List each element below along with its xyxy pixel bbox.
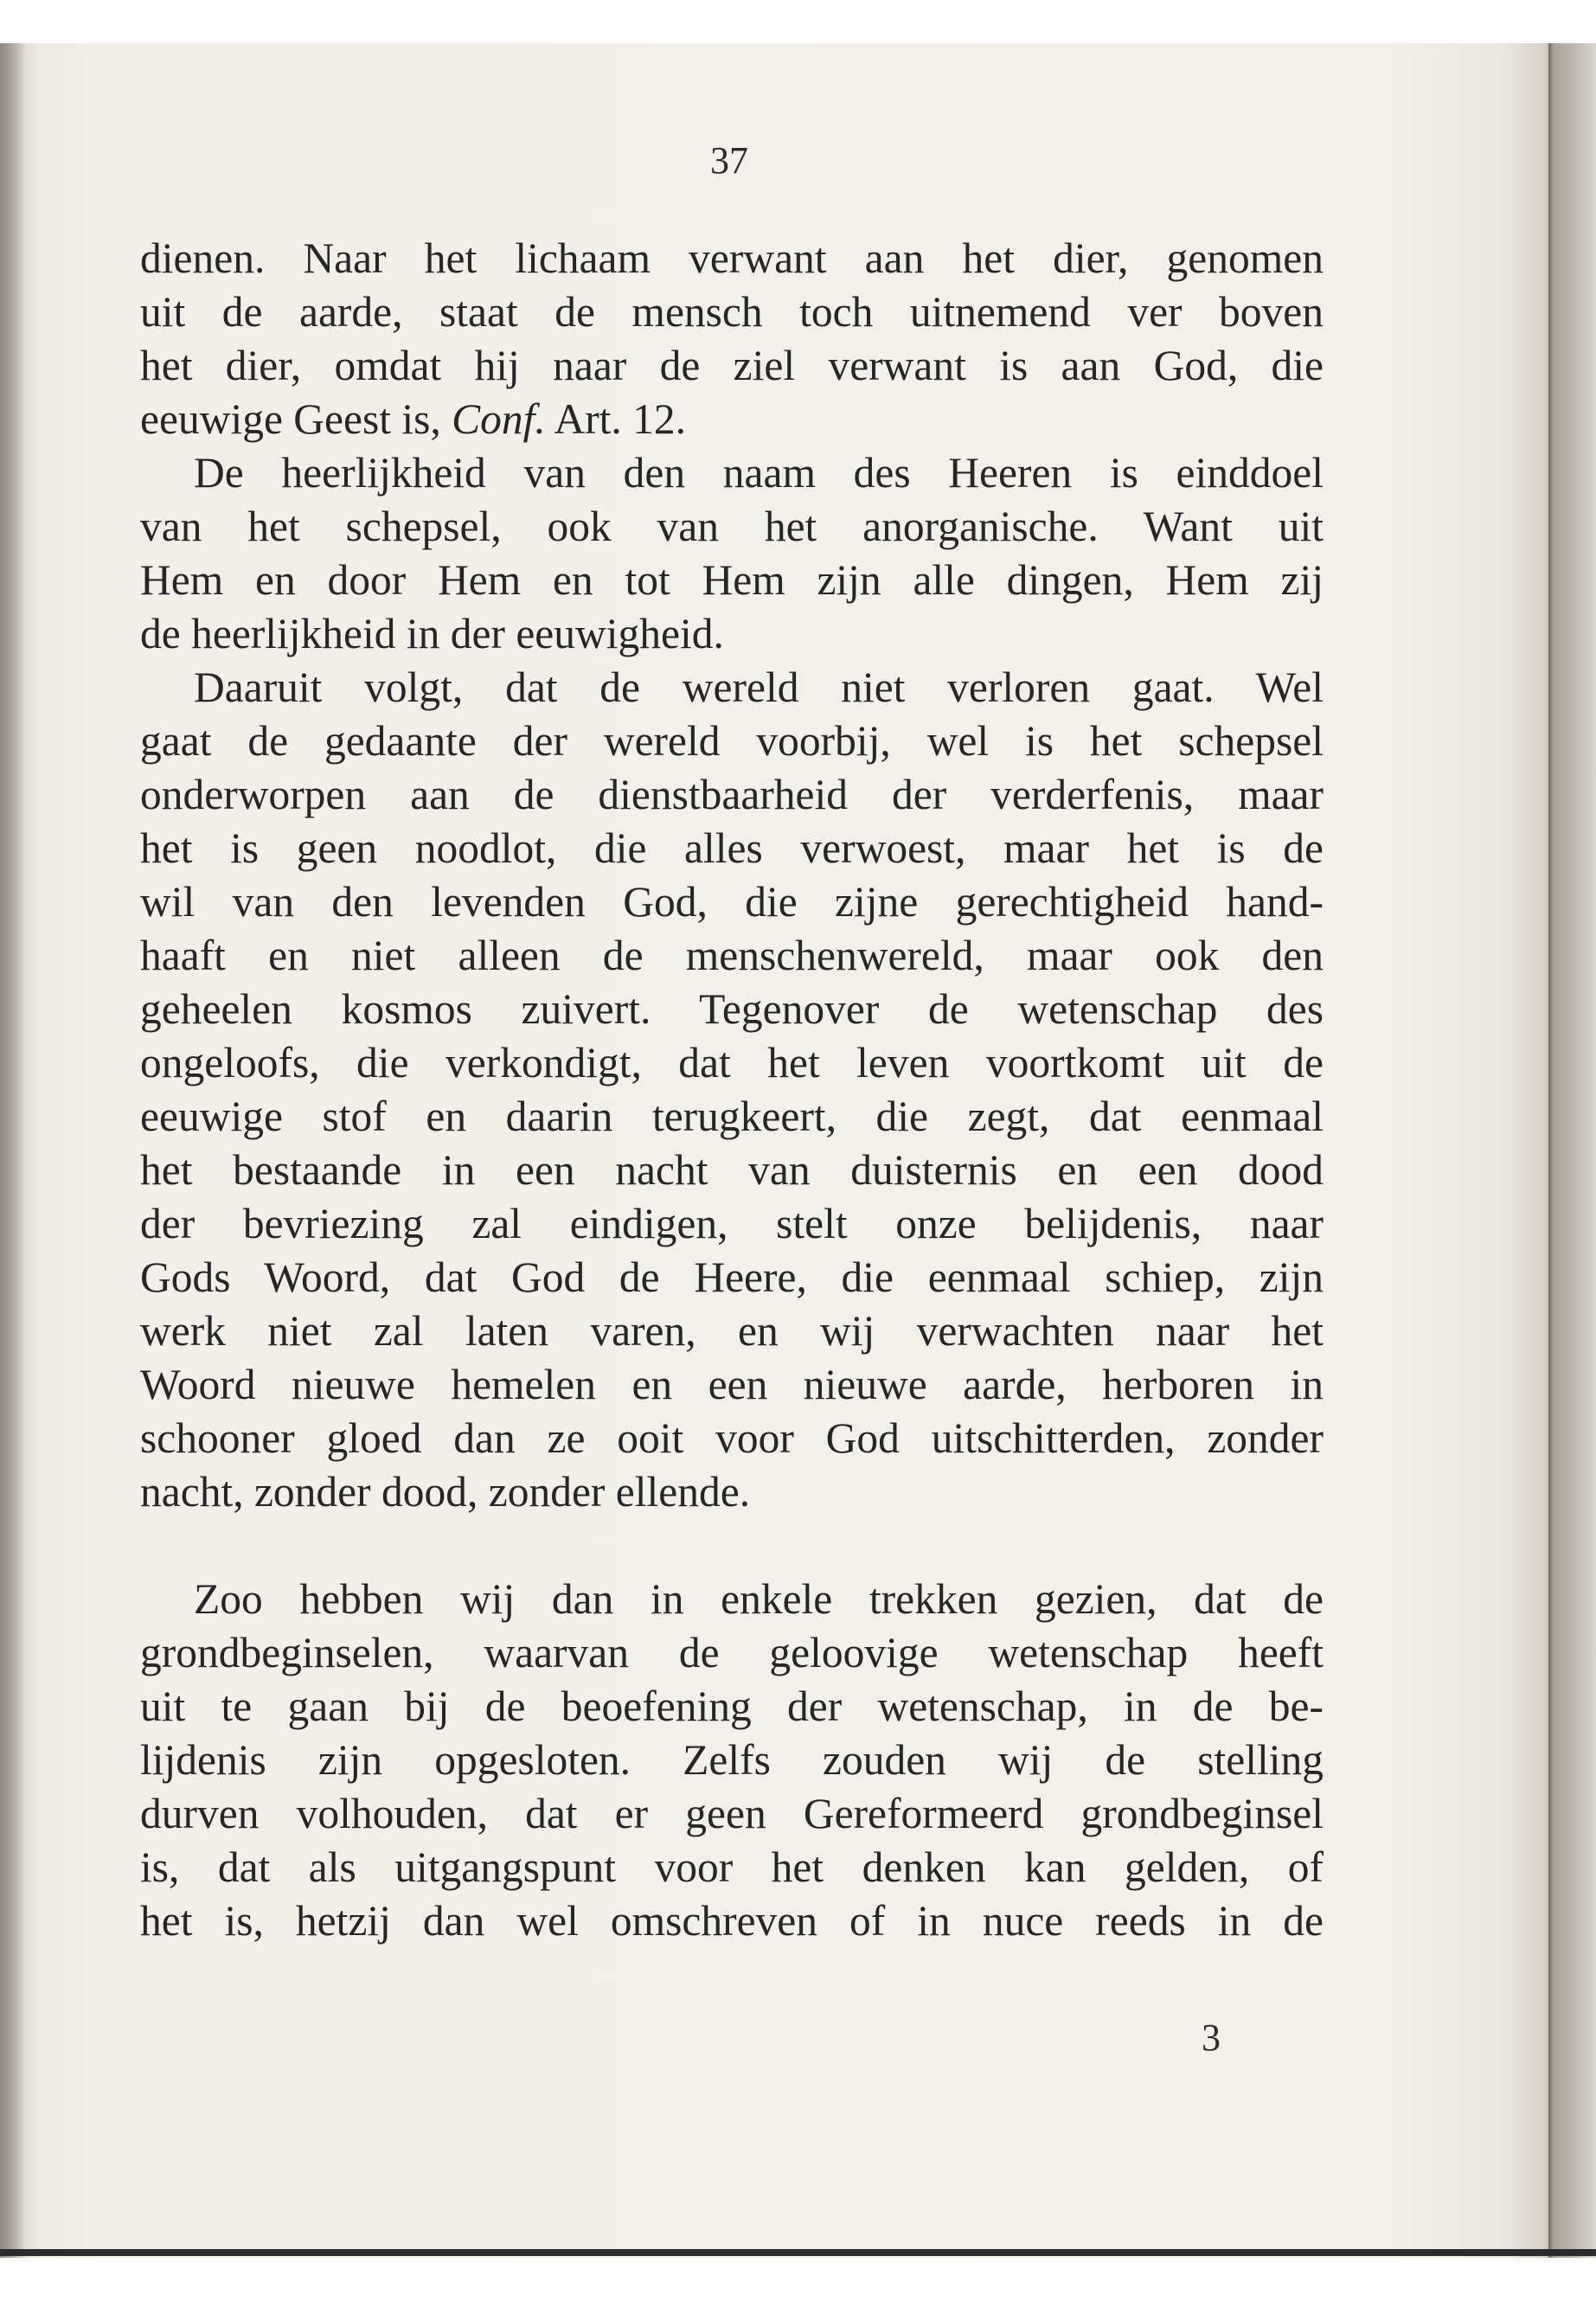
text-line: De heerlijkheid van den naam des Heeren is einddoel	[194, 449, 1324, 497]
text-line: durven volhouden, dat er geen Gereformeerd grondbeginsel	[140, 1790, 1324, 1837]
section-gap	[140, 1519, 1324, 1573]
text-line: de heerlijkheid in der eeuwigheid.	[140, 610, 724, 657]
text-line: werk niet zal laten varen, en wij verwachten naar het	[140, 1307, 1324, 1355]
text-line: haaft en niet alleen de menschenwereld, maar ook den	[140, 932, 1324, 979]
text-fragment: Art. 12.	[545, 395, 687, 443]
text-line: Daaruit volgt, dat de wereld niet verloren gaat. Wel	[194, 663, 1324, 711]
text-line: van het schepsel, ook van het anorganische. Want uit	[140, 503, 1324, 550]
page-edge	[1548, 43, 1596, 2258]
text-fragment: eeuwige Geest is,	[140, 395, 452, 443]
text-line: geheelen kosmos zuivert. Tegenover de wetenschap des	[140, 985, 1324, 1033]
text-line: het bestaande in een nacht van duisternis en een dood	[140, 1146, 1324, 1194]
text-line: onderworpen aan de dienstbaarheid der verderfenis, maar	[140, 771, 1324, 818]
text-line: der bevriezing zal eindigen, stelt onze belijdenis, naar	[140, 1200, 1324, 1247]
text-line: het is geen noodlot, die alles verwoest, maar het is de	[140, 824, 1324, 872]
body-text	[140, 232, 1324, 1948]
text-line: schooner gloed dan ze ooit voor God uitschitterden, zonder	[140, 1414, 1324, 1462]
scan-top-margin	[0, 0, 1596, 43]
text-line: lijdenis zijn opgesloten. Zelfs zouden wij de stelling	[140, 1736, 1324, 1784]
text-line: uit de aarde, staat de mensch toch uitnemend ver boven	[140, 288, 1324, 336]
text-line: Woord nieuwe hemelen en een nieuwe aarde, herboren in	[140, 1361, 1324, 1408]
signature-mark: 3	[1202, 2016, 1221, 2059]
text-line: is, dat als uitgangspunt voor het denken kan gelden, of	[140, 1843, 1324, 1891]
text-line: wil van den levenden God, die zijne gerechtigheid hand-	[140, 878, 1324, 926]
page-number: 37	[710, 139, 748, 182]
text-line: Gods Woord, dat God de Heere, die eenmaal schiep, zijn	[140, 1253, 1324, 1301]
text-line: Hem en door Hem en tot Hem zijn alle dingen, Hem zij	[140, 556, 1324, 604]
gutter-shadow	[0, 43, 26, 2258]
text-line: grondbeginselen, waarvan de geloovige wetenschap heeft	[140, 1629, 1324, 1676]
text-line: uit te gaan bij de beoefening der wetenschap, in de be-	[140, 1682, 1324, 1730]
text-line: het is, hetzij dan wel omschreven of in nuce reeds in de	[140, 1897, 1324, 1945]
text-line: het dier, omdat hij naar de ziel verwant is aan God, die	[140, 342, 1324, 389]
italic-reference: Conf.	[452, 395, 546, 443]
text-line	[140, 393, 1324, 446]
scan-bottom-edge	[0, 2249, 1596, 2256]
text-line: nacht, zonder dood, zonder ellende.	[140, 1468, 751, 1516]
text-line: Zoo hebben wij dan in enkele trekken gezien, dat de	[194, 1575, 1324, 1623]
text-line: eeuwige stof en daarin terugkeert, die zegt, dat eenmaal	[140, 1093, 1324, 1140]
text-line: ongeloofs, die verkondigt, dat het leven voortkomt uit de	[140, 1039, 1324, 1086]
text-line: dienen. Naar het lichaam verwant aan het dier, genomen	[140, 234, 1324, 282]
text-line: gaat de gedaante der wereld voorbij, wel is het schepsel	[140, 717, 1324, 765]
